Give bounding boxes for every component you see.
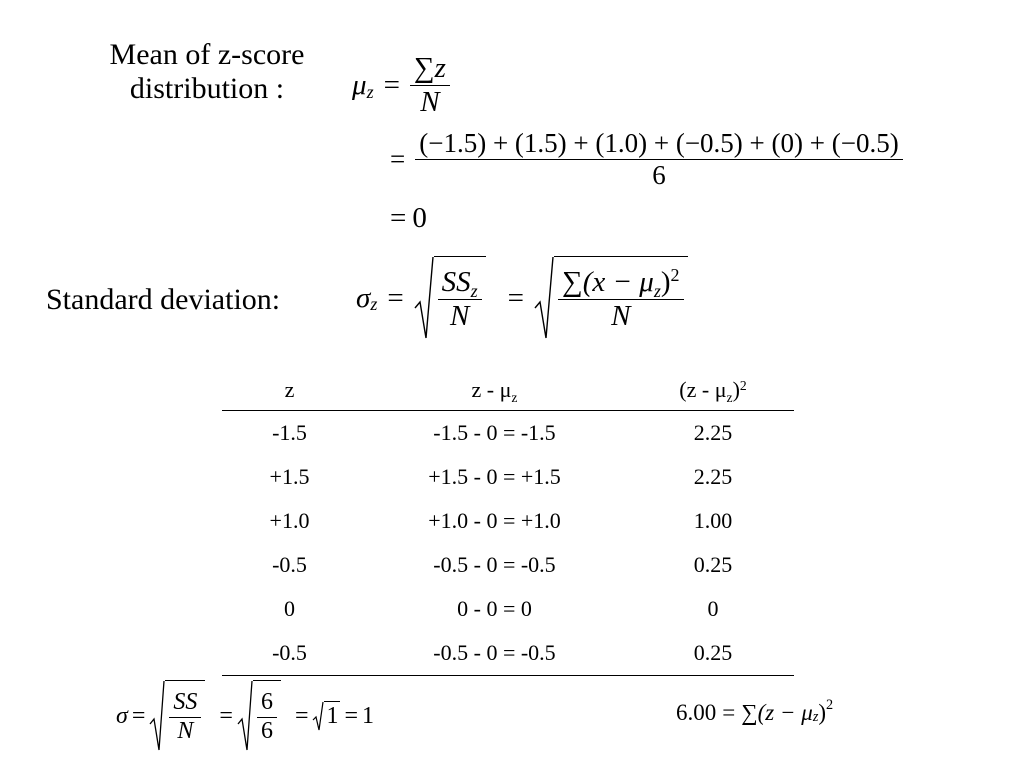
ss-subscript: z (470, 280, 478, 301)
equals-sign: = (131, 702, 146, 729)
radical-icon (414, 256, 434, 340)
sqrt-six-over-six (237, 680, 281, 752)
cell-deviation: -0.5 - 0 = -0.5 (433, 552, 556, 577)
sd-formula (356, 256, 688, 340)
table-row (222, 411, 794, 455)
ss-text: SS (441, 265, 471, 298)
ss-text: SS (169, 689, 201, 718)
sqrt-ss-over-n (149, 680, 205, 752)
exponent: 2 (826, 696, 834, 713)
mean-label (92, 38, 322, 106)
n-denominator: N (177, 718, 194, 744)
mean-label-line1: Mean of z-score (109, 38, 305, 71)
mean-label-line2: distribution : (129, 72, 285, 105)
equals-sign: = (387, 281, 404, 314)
sigma-symbol: σ (356, 281, 371, 314)
mu-subscript: z (812, 709, 819, 726)
table-header-row (222, 370, 794, 411)
header-squared-exp: 2 (739, 377, 747, 393)
header-deviation (357, 377, 632, 403)
equals-sign: = (390, 202, 407, 234)
sd-label: Standard deviation: (46, 283, 281, 316)
six-denominator: 6 (260, 718, 273, 744)
cell-squared: 2.25 (693, 464, 733, 489)
sum-expression: ∑(z − μ (741, 700, 813, 725)
deviation-table (222, 370, 794, 676)
n-denominator: N (611, 300, 631, 332)
equals-sign: = (390, 144, 406, 175)
exponent: 2 (670, 264, 680, 285)
equals-sign: = (344, 702, 359, 729)
sigma-subscript: z (370, 293, 378, 314)
header-squared-close: ) (732, 377, 740, 402)
n-denominator: N (420, 86, 440, 119)
table-row (222, 543, 794, 587)
ss-fraction (438, 266, 482, 334)
total-value: 6.00 (676, 700, 717, 725)
header-deviation-text: z - μ (471, 377, 512, 402)
cell-deviation: -1.5 - 0 = -1.5 (433, 420, 556, 445)
equals-sign: = (294, 702, 309, 729)
mean-result-value: 0 (412, 202, 427, 234)
sqrt-one (312, 701, 340, 731)
table-row (222, 455, 794, 499)
cell-z: -0.5 (272, 552, 307, 577)
mean-result (390, 202, 427, 235)
cell-squared: 2.25 (693, 420, 733, 445)
sigma-value: 1 (362, 702, 375, 729)
ss-fraction (169, 689, 201, 745)
header-z: z (284, 377, 295, 402)
sum-squares-total (676, 696, 834, 726)
sum-z: ∑z (410, 52, 450, 86)
sigma-symbol: σ (116, 702, 128, 729)
sqrt-ss-over-n (414, 256, 486, 340)
equals-sign: = (722, 700, 736, 725)
equals-sign: = (383, 69, 400, 102)
cell-deviation: 0 - 0 = 0 (457, 596, 532, 621)
header-squared-sub: z (726, 389, 733, 405)
header-squared-open: (z - μ (679, 377, 727, 402)
header-deviation-sub: z (511, 389, 518, 405)
radical-icon (312, 701, 324, 731)
mu-symbol: μ (352, 69, 367, 102)
mu-subscript: z (366, 81, 374, 102)
six-fraction (257, 689, 277, 745)
radical-icon (237, 680, 253, 752)
equals-sign: = (507, 281, 525, 314)
sigma-result-formula (116, 680, 374, 752)
n-denominator: N (450, 300, 470, 332)
cell-z: -0.5 (272, 640, 307, 665)
sum-squares-fraction (558, 266, 684, 334)
cell-squared: 0.25 (693, 640, 733, 665)
sum-open: ∑(x − μ (562, 265, 654, 298)
sqrt-sum-squares (534, 256, 688, 340)
cell-squared: 0.25 (693, 552, 733, 577)
cell-squared: 1.00 (693, 508, 733, 533)
mean-numerator: (−1.5) + (1.5) + (1.0) + (−0.5) + (0) + (−0.5) (415, 128, 902, 160)
radical-icon (534, 256, 554, 340)
mean-formula (352, 52, 450, 120)
mean-denominator: 6 (652, 160, 666, 191)
one-under-root: 1 (326, 703, 339, 729)
cell-deviation: -0.5 - 0 = -0.5 (433, 640, 556, 665)
sum-close: ) (660, 265, 671, 298)
table-row (222, 631, 794, 676)
mean-fraction (410, 52, 450, 120)
cell-z: +1.0 (269, 508, 310, 533)
equals-sign: = (219, 702, 233, 729)
cell-z: +1.5 (269, 464, 310, 489)
cell-squared: 0 (707, 596, 719, 621)
sum-close: ) (818, 700, 827, 725)
cell-z: -1.5 (272, 420, 307, 445)
header-squared (632, 377, 794, 403)
cell-deviation: +1.5 - 0 = +1.5 (428, 464, 561, 489)
table-row (222, 587, 794, 631)
table-row (222, 499, 794, 543)
radical-icon (149, 680, 165, 752)
mu-subscript: z (653, 280, 661, 301)
mean-substitution (390, 128, 903, 191)
cell-z: 0 (284, 596, 295, 621)
six-numerator: 6 (257, 689, 277, 718)
mean-sum-fraction (415, 128, 902, 191)
cell-deviation: +1.0 - 0 = +1.0 (428, 508, 561, 533)
